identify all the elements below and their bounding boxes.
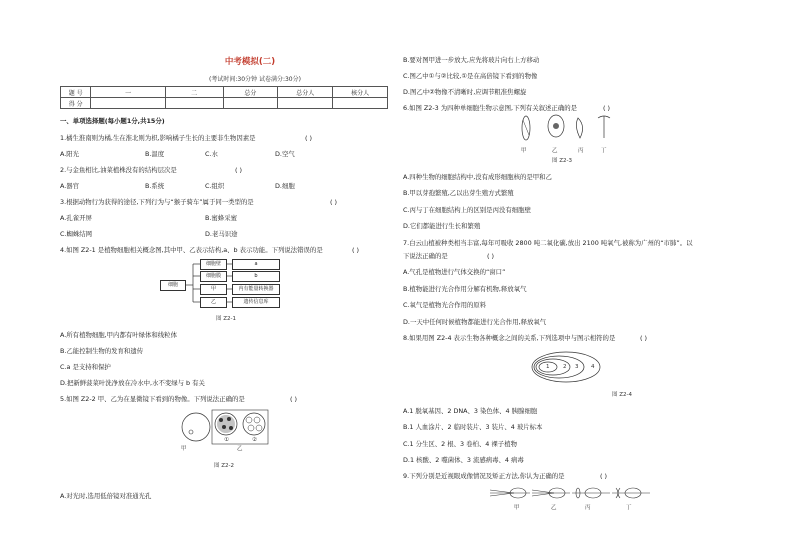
concept-box: 遗传信息库 (232, 297, 280, 308)
figure-caption: 图 Z2-4 (612, 392, 632, 398)
question-4-stem: 4.如图 Z2-1 是植物细胞相关概念图,其中甲、乙表示结构,a、b 表示功能。下列说法错误的是 (60, 246, 323, 254)
question-1-stem: 1.橘生淮南则为橘,生在淮北则为枳,影响橘子生长的主要非生物因素是 (60, 134, 256, 142)
option: C.丙与丁在细胞结构上的区别是丙没有细胞壁 (403, 206, 531, 214)
option: A.1 脱氧基因、2 DNA、3 染色体、4 胰腺细胞 (403, 407, 538, 415)
figure-label: 甲 (514, 505, 520, 511)
option: B.1 人血涂片、2 临时装片、3 装片、4 玻片标本 (403, 423, 543, 431)
option: C.1 分生区、2 根、3 卷柏、4 裸子植物 (403, 440, 517, 448)
figure-label: 甲 (521, 148, 527, 154)
option: D.图乙中②物像不清晰时,应调节粗准焦螺旋 (403, 88, 527, 96)
option: B.乙能控制生物的发育和遗传 (60, 347, 144, 355)
ellipse-number: 2 (563, 364, 567, 370)
score-cell: 核分人 (333, 87, 388, 98)
concept-box: b (232, 271, 280, 282)
concept-box: 细胞壁 (200, 259, 227, 270)
answer-paren: ( ) (290, 395, 298, 403)
answer-paren: ( ) (603, 104, 611, 112)
question-2-stem: 2.与金鱼相比,油菜植株没有的结构层次是 (60, 166, 177, 174)
option: C.图乙中①与②比较,①是在高倍镜下看到的物像 (403, 72, 538, 80)
score-cell: 总分 (223, 87, 278, 98)
answer-paren: ( ) (330, 198, 338, 206)
option: D.细胞 (275, 182, 295, 190)
answer-paren: ( ) (235, 166, 243, 174)
option: D.它们都能进行生长和繁殖 (403, 222, 481, 230)
option: B.甲以芽孢繁殖,乙以出芽生殖方式繁殖 (403, 189, 514, 197)
option: B.植物能进行光合作用分解有机物,释放氧气 (403, 285, 527, 293)
figure-label: 乙 (551, 505, 557, 511)
figure-caption: 图 Z2-1 (216, 316, 236, 322)
concept-root-box: 细胞 (160, 280, 186, 291)
option: D.把新鲜菠菜叶洗净放在冷水中,水不变绿与 b 有关 (60, 379, 205, 387)
ellipse-number: 3 (575, 364, 579, 370)
score-cell: 总分人 (278, 87, 333, 98)
question-5-stem: 5.如图 Z2-2 甲、乙为在显微镜下看到的物像。下列说法正确的是 (60, 395, 245, 403)
option: B.蜜蜂采蜜 (205, 214, 237, 222)
option: B.温度 (145, 150, 165, 158)
option: A.器官 (60, 182, 80, 190)
figure-label: ① (224, 437, 229, 443)
figure-label: ② (252, 437, 257, 443)
figure-label: 丁 (601, 148, 607, 154)
concept-box: 内有能量转换器 (232, 284, 280, 295)
concept-box: 甲 (200, 284, 227, 295)
option: C.水 (205, 150, 218, 158)
option: A.四种生物的细胞结构中,没有成形细胞核的是甲和乙 (403, 173, 552, 181)
answer-paren: ( ) (640, 334, 648, 342)
score-cell: 一 (91, 87, 165, 98)
concept-box: 细胞膜 (200, 271, 227, 282)
option: B.系统 (145, 182, 165, 190)
figure-label: 丙 (578, 148, 584, 154)
exam-info: (考试时间:30分钟 试卷满分:30分) (209, 76, 301, 83)
figure-caption: 图 Z2-2 (214, 463, 234, 469)
question-7-stem-cont: 下说法正确的是 (403, 252, 448, 260)
option: D.一天中任何时候植物都能进行光合作用,释放氧气 (403, 318, 547, 326)
option: C.氧气是植物光合作用的原料 (403, 301, 487, 309)
question-3-stem: 3.根据动物行为获得的途径,下列行为与“猴子骑车”属于同一类型的是 (60, 198, 254, 206)
option: D.1 核酸、2 噬菌体、3 流感病毒、4 病毒 (403, 456, 524, 464)
answer-paren: ( ) (600, 472, 608, 480)
figure-caption: 图 Z2-3 (552, 158, 572, 164)
question-8-stem: 8.如果用图 Z2-4 表示生物各种概念之间的关系,下列选项中与图示相符的是 (403, 334, 616, 342)
ellipse-number: 4 (591, 364, 595, 370)
figure-label: 乙 (237, 446, 243, 452)
option: A.气孔是植物进行气体交换的“窗口” (403, 268, 506, 276)
question-9-stem: 9.下列分别是近视眼成像情况及矫正方法,你认为正确的是 (403, 472, 565, 480)
answer-paren: ( ) (305, 134, 313, 142)
option: B.要对图甲进一步放大,应先将玻片向右上方移动 (403, 56, 540, 64)
option: D.老马识途 (205, 230, 238, 238)
ellipse-number: 1 (546, 364, 550, 370)
score-cell: 得 分 (61, 98, 91, 109)
option: A.孔雀开屏 (60, 214, 92, 222)
concept-box: 乙 (200, 297, 227, 308)
concept-box: a (232, 259, 280, 270)
figure-label: 丁 (626, 505, 632, 511)
question-7-stem: 7.白云山植被种类相当丰富,每年可吸收 2800 吨二氧化碳,放出 2100 吨氧气,被称为广州的“市肺”。以 (403, 239, 693, 247)
question-6-stem: 6.如图 Z2-3 为四种单细胞生物示意图,下列有关叙述正确的是 (403, 104, 577, 112)
option: A.阳光 (60, 150, 80, 158)
score-cell: 二 (165, 87, 223, 98)
page-title: 中考模拟(二) (224, 57, 276, 67)
score-cell: 题 号 (61, 87, 91, 98)
answer-paren: ( ) (487, 252, 495, 260)
answer-paren: ( ) (352, 246, 360, 254)
figure-label: 丙 (585, 505, 591, 511)
option: C.a 是支持和保护 (60, 363, 111, 371)
option: A.所有植物细胞,甲内都有叶绿体和线粒体 (60, 331, 177, 339)
option: C.组织 (205, 182, 225, 190)
section-heading: 一、单项选择题(每小题1分,共15分) (60, 117, 165, 125)
figure-label: 甲 (181, 446, 187, 452)
option: C.蜘蛛结网 (60, 230, 93, 238)
option: A.对光时,选用低倍镜对准通光孔 (60, 492, 152, 500)
option: D.空气 (275, 150, 295, 158)
figure-label: 乙 (552, 148, 558, 154)
